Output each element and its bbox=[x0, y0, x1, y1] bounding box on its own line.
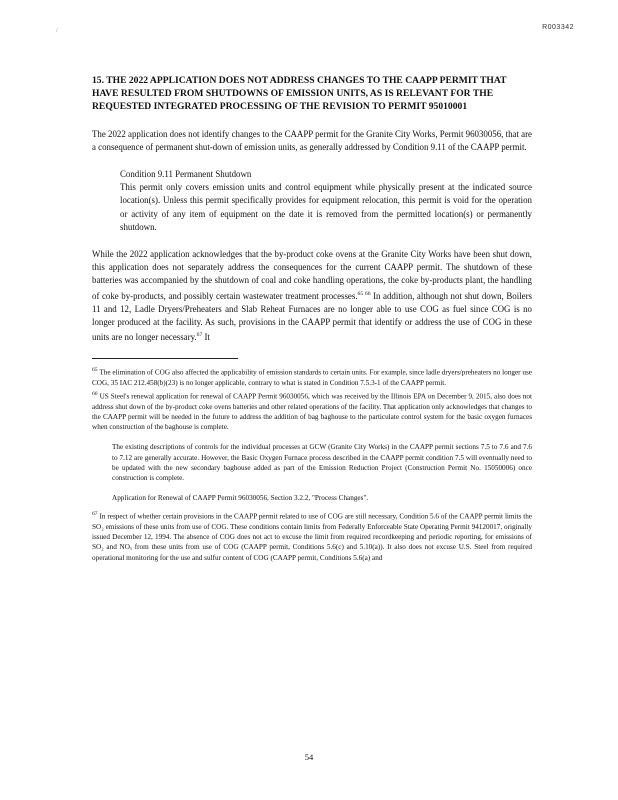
condition-title: Condition 9.11 Permanent Shutdown bbox=[120, 169, 252, 180]
footnote-ref-65-66: 65 66 bbox=[357, 290, 371, 297]
footnote-66-text: US Steel's renewal application for renewal of CAAPP Permit 96030056, which was received by the Illinois EPA on December 9, 2015, also does not address shut down of the by-product coke ovens batteries and other related operations of the facility. That application only acknowledges that changes to the CAAPP permit will be needed in the future to address the addition of bag baghouse to the particulate control system for the basic oxygen furnaces when construction of the baghouse is complete. bbox=[92, 392, 532, 432]
footnote-65 bbox=[92, 365, 532, 388]
body-tail: It bbox=[202, 332, 210, 343]
footnote-66-source: Application for Renewal of CAAPP Permit 96030056, Section 3.2.2, "Process Changes". bbox=[112, 494, 369, 503]
section-heading: 15. THE 2022 APPLICATION DOES NOT ADDRESS CHANGES TO THE CAAPP PERMIT THAT HAVE RESULTED FROM SHUTDOWNS OF EMISSION UNITS, AS IS RELEVANT FOR THE REQUESTED INTEGRATED PROCESSING OF THE REVISION TO PERMIT 95010001 bbox=[92, 75, 507, 113]
footnote-67-number: 67 bbox=[92, 511, 98, 518]
bates-number: R003342 bbox=[542, 24, 574, 31]
body-text-continued: In addition, although not shut down, Boilers 11 and 12, Ladle Dryers/Preheaters and Slab Reheat Furnaces are no longer able to use COG as fuel since COG is no longer produced at the facility. As such, provisions in the CAAPP permit that identify or address the use of COG in these units are no longer necessary. bbox=[92, 290, 532, 343]
footnote-66 bbox=[92, 389, 532, 432]
footnote-67-text: In respect of whether certain provisions in the CAAPP permit related to use of COG are still necessary, Condition 5.6 of the CAAPP permit limits the SO₂ emissions of these units from use of COG. These conditions contain limits from Federally Enforceable State Operating Permit 94120017, originally issued December 12, 1994. The absence of COG does not act to excuse the limit from required recordkeeping and periodic reporting, for emissions of SO₂ and NOₓ from these units from use of COG (CAAPP permit, Conditions 5.6(c) and 5.10(a)). It also does not excuse U.S. Steel from required operational monitoring for the use and sulfur content of COG (CAAPP permit, Conditions 5.6(a) and bbox=[92, 512, 532, 562]
footnote-66-number: 66 bbox=[92, 391, 98, 398]
footnote-67 bbox=[92, 509, 532, 562]
footnote-ref-67: 67 bbox=[196, 332, 203, 339]
page-number: 54 bbox=[304, 752, 314, 762]
footnote-66-quote: The existing descriptions of controls for the individual processes at GCW (Granite City Works) in the CAAPP permit sections 7.5 to 7.6 and 7.6 to 7.12 are generally accurate. However, the Basic Oxygen Furnace process described in the CAAPP permit condition 7.5 will eventually need to be updated with the new secondary baghouse added as part of the Emission Reduction Project (Construction Permit No. 15050006) once construction is complete. bbox=[112, 443, 532, 482]
footnote-separator bbox=[92, 358, 238, 359]
corner-mark: / bbox=[56, 28, 58, 34]
footnote-65-number: 65 bbox=[92, 367, 98, 374]
page-content bbox=[92, 74, 532, 564]
body-text: While the 2022 application acknowledges that the by-product coke ovens at the Granite City Works have been shut down, this application does not separately address the consequences for the current CAAPP permit. The shutdown of these batteries was accompanied by the shutdown of coal and coke handling operations, the coke by-products plant, the handling of coke by-products, and possibly certain wastewater treatment processes. bbox=[92, 249, 532, 301]
intro-paragraph: The 2022 application does not identify changes to the CAAPP permit for the Granite City Works, Permit 96030056, that are a consequence of permanent shut-down of emission units, as generally addressed by Condition 9.11 of the CAAPP permit. bbox=[92, 128, 532, 152]
condition-text: This permit only covers emission units and control equipment while physically present at the indicated source location(s). Unless this permit specifically provides for equipment relocation, this permit is void for the operation or activity of any item of equipment on the date it is removed from the permitted location(s) or permanently shutdown. bbox=[120, 182, 532, 232]
body-paragraph bbox=[92, 248, 532, 344]
footnote-65-text: The elimination of COG also affected the applicability of emission standards to certain units. For example, since ladle dryers/preheaters no longer use COG, 35 IAC 212.458(b)(23) is no longer applicable, contrary to what is stated in Condition 7.5.3-1 of the CAAPP permit. bbox=[92, 368, 532, 387]
